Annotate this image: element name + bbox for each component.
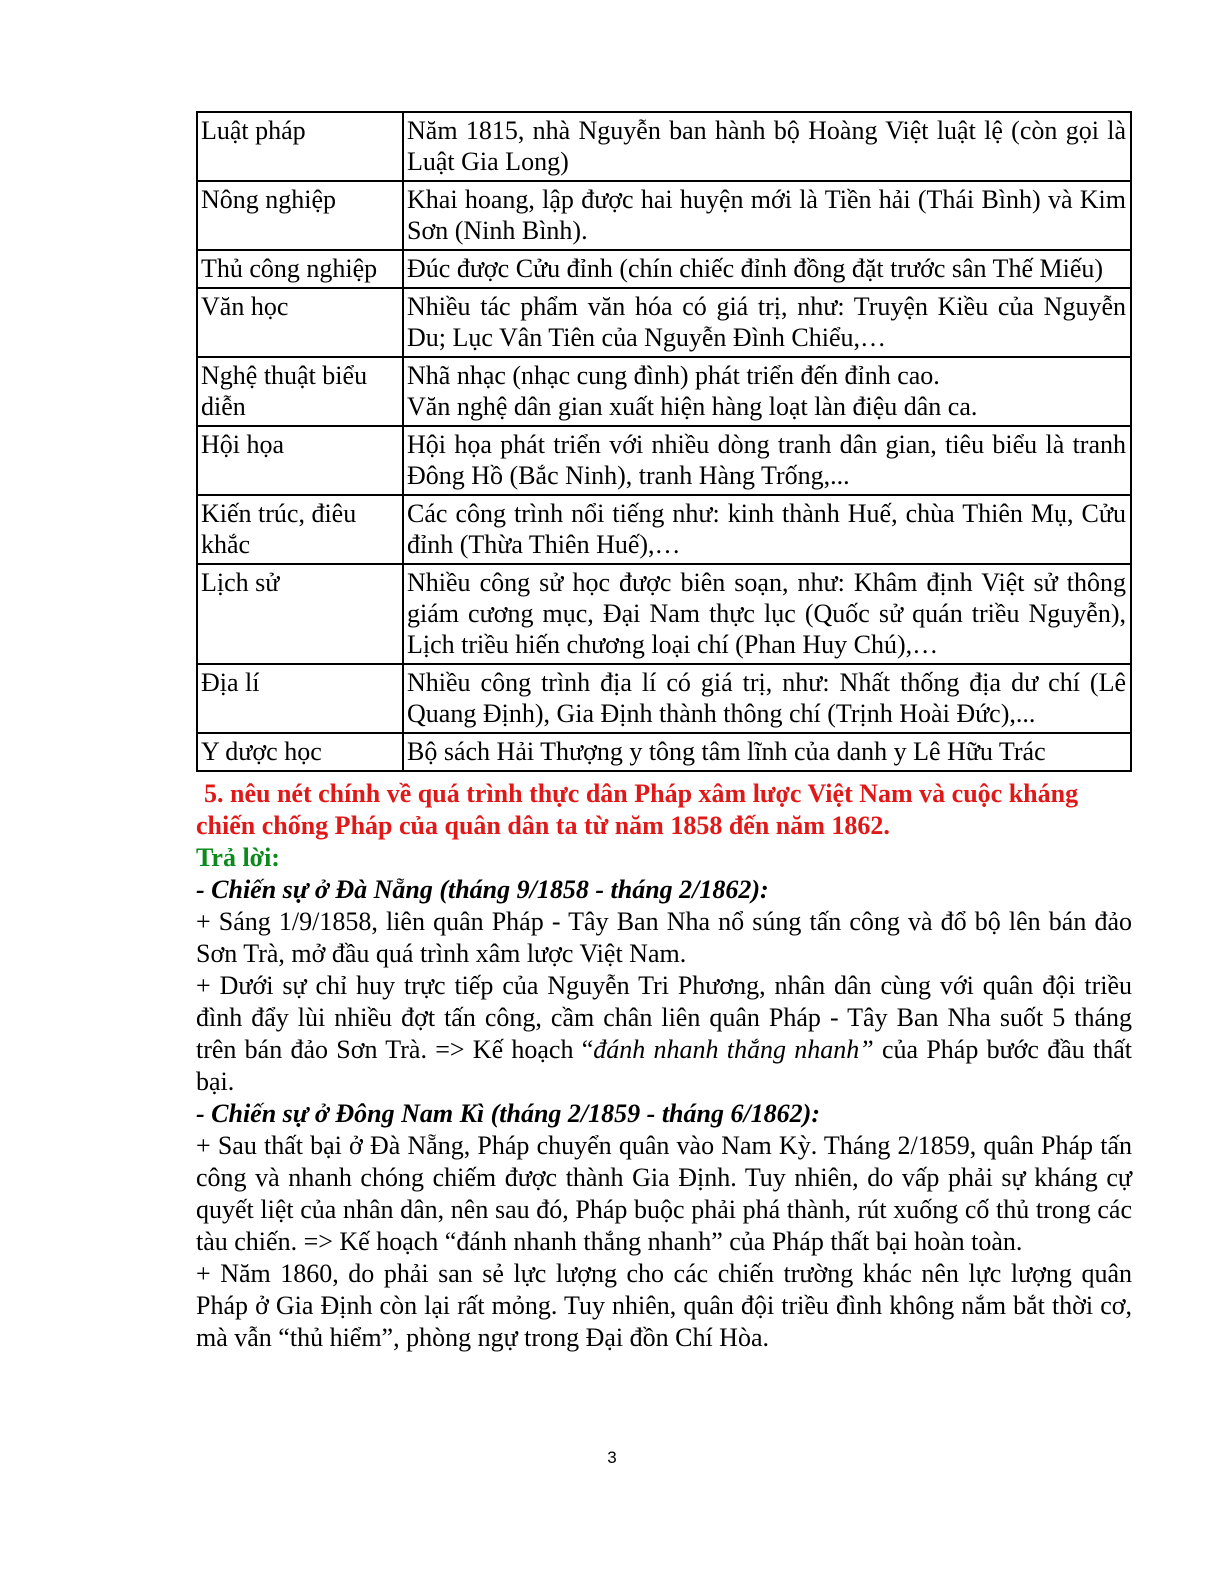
table-row: [197, 181, 1131, 250]
topic-cell: Lịch sử: [197, 564, 403, 664]
detail-cell: [403, 357, 1131, 426]
topic-cell: Luật pháp: [197, 112, 403, 181]
topic-cell: Thủ công nghiệp: [197, 250, 403, 288]
emphasis-text: đánh nhanh thắng nhanh”: [593, 1035, 874, 1064]
topic-cell: Kiến trúc, điêu khắc: [197, 495, 403, 564]
topic-cell: Y dược học: [197, 733, 403, 771]
topic-cell: Nông nghiệp: [197, 181, 403, 250]
table-row: [197, 112, 1131, 181]
topic-cell: Địa lí: [197, 664, 403, 733]
detail-cell: Nhiều công trình địa lí có giá trị, như: Nhất thống địa dư chí (Lê Quang Định), Gia Định thành thông chí (Trịnh Hoài Đức),...: [403, 664, 1131, 733]
paragraph-text: + Dưới sự chỉ huy trực tiếp của Nguyễn Tri Phương, nhân dân cùng với quân đội triều đình đẩy lùi nhiều đợt tấn công, cầm chân liên quân Pháp - Tây Ban Nha suốt 5 tháng trên bán đảo Sơn Trà. => Kế hoạch “: [196, 971, 1132, 1064]
table-row: [197, 733, 1131, 771]
paragraph-text: của Pháp bước đầu thất bại.: [196, 1035, 1133, 1096]
detail-cell: Hội họa phát triển với nhiều dòng tranh dân gian, tiêu biểu là tranh Đông Hồ (Bắc Ninh), tranh Hàng Trống,...: [403, 426, 1131, 495]
topic-cell: Nghệ thuật biểu diễn: [197, 357, 403, 426]
detail-line: Nhã nhạc (nhạc cung đình) phát triển đến đỉnh cao.: [407, 361, 940, 390]
answer-label: Trả lời:: [196, 843, 280, 872]
table-row: [197, 495, 1131, 564]
paragraph: + Sau thất bại ở Đà Nẵng, Pháp chuyển quân vào Nam Kỳ. Tháng 2/1859, quân Pháp tấn công và nhanh chóng chiếm được thành Gia Định. Tuy nhiên, do vấp phải sự kháng cự quyết liệt của nhân dân, nên sau đó, Pháp buộc phải phá thành, rút xuống cố thủ trong các tàu chiến. => Kế hoạch “đánh nhanh thắng nhanh” của Pháp thất bại hoàn toàn.: [196, 1131, 1132, 1256]
detail-cell: Khai hoang, lập được hai huyện mới là Tiền hải (Thái Bình) và Kim Sơn (Ninh Bình).: [403, 181, 1131, 250]
table-row: [197, 564, 1131, 664]
question-heading: 5. nêu nét chính về quá trình thực dân Pháp xâm lược Việt Nam và cuộc kháng chiến chống Pháp của quân dân ta từ năm 1858 đến năm 1862.: [196, 779, 1079, 840]
table-row: [197, 664, 1131, 733]
page-number: 3: [607, 1448, 617, 1467]
detail-cell: Năm 1815, nhà Nguyễn ban hành bộ Hoàng Việt luật lệ (còn gọi là Luật Gia Long): [403, 112, 1131, 181]
paragraph: + Sáng 1/9/1858, liên quân Pháp - Tây Ban Nha nổ súng tấn công và đổ bộ lên bán đảo Sơn Trà, mở đầu quá trình xâm lược Việt Nam.: [196, 907, 1132, 968]
detail-cell: Đúc được Cửu đỉnh (chín chiếc đỉnh đồng đặt trước sân Thế Miếu): [403, 250, 1131, 288]
detail-line: Văn nghệ dân gian xuất hiện hàng loạt làn điệu dân ca.: [407, 392, 978, 421]
phase-heading-danang: - Chiến sự ở Đà Nẵng (tháng 9/1858 - tháng 2/1862):: [196, 875, 769, 904]
paragraph: + Năm 1860, do phải san sẻ lực lượng cho các chiến trường khác nên lực lượng quân Pháp ở Gia Định còn lại rất mỏng. Tuy nhiên, quân đội triều đình không nắm bắt thời cơ, mà vẫn “thủ hiểm”, phòng ngự trong Đại đồn Chí Hòa.: [196, 1259, 1132, 1352]
table-row: [197, 357, 1131, 426]
topic-cell: Hội họa: [197, 426, 403, 495]
detail-cell: Bộ sách Hải Thượng y tông tâm lĩnh của danh y Lê Hữu Trác: [403, 733, 1131, 771]
table-row: [197, 426, 1131, 495]
culture-table: [196, 111, 1132, 772]
table-row: [197, 250, 1131, 288]
phase-heading-dong-nam-ki: - Chiến sự ở Đông Nam Kì (tháng 2/1859 - tháng 6/1862):: [196, 1099, 820, 1128]
detail-cell: Các công trình nổi tiếng như: kinh thành Huế, chùa Thiên Mụ, Cửu đỉnh (Thừa Thiên Huế),…: [403, 495, 1131, 564]
detail-cell: Nhiều tác phẩm văn hóa có giá trị, như: Truyện Kiều của Nguyễn Du; Lục Vân Tiên của Nguyễn Đình Chiểu,…: [403, 288, 1131, 357]
table-row: [197, 288, 1131, 357]
paragraph: [196, 970, 1132, 1098]
topic-cell: Văn học: [197, 288, 403, 357]
document-page: [196, 111, 1132, 1354]
detail-cell: Nhiều công sử học được biên soạn, như: Khâm định Việt sử thông giám cương mục, Đại Nam thực lục (Quốc sử quán triều Nguyễn), Lịch triều hiến chương loại chí (Phan Huy Chú),…: [403, 564, 1131, 664]
